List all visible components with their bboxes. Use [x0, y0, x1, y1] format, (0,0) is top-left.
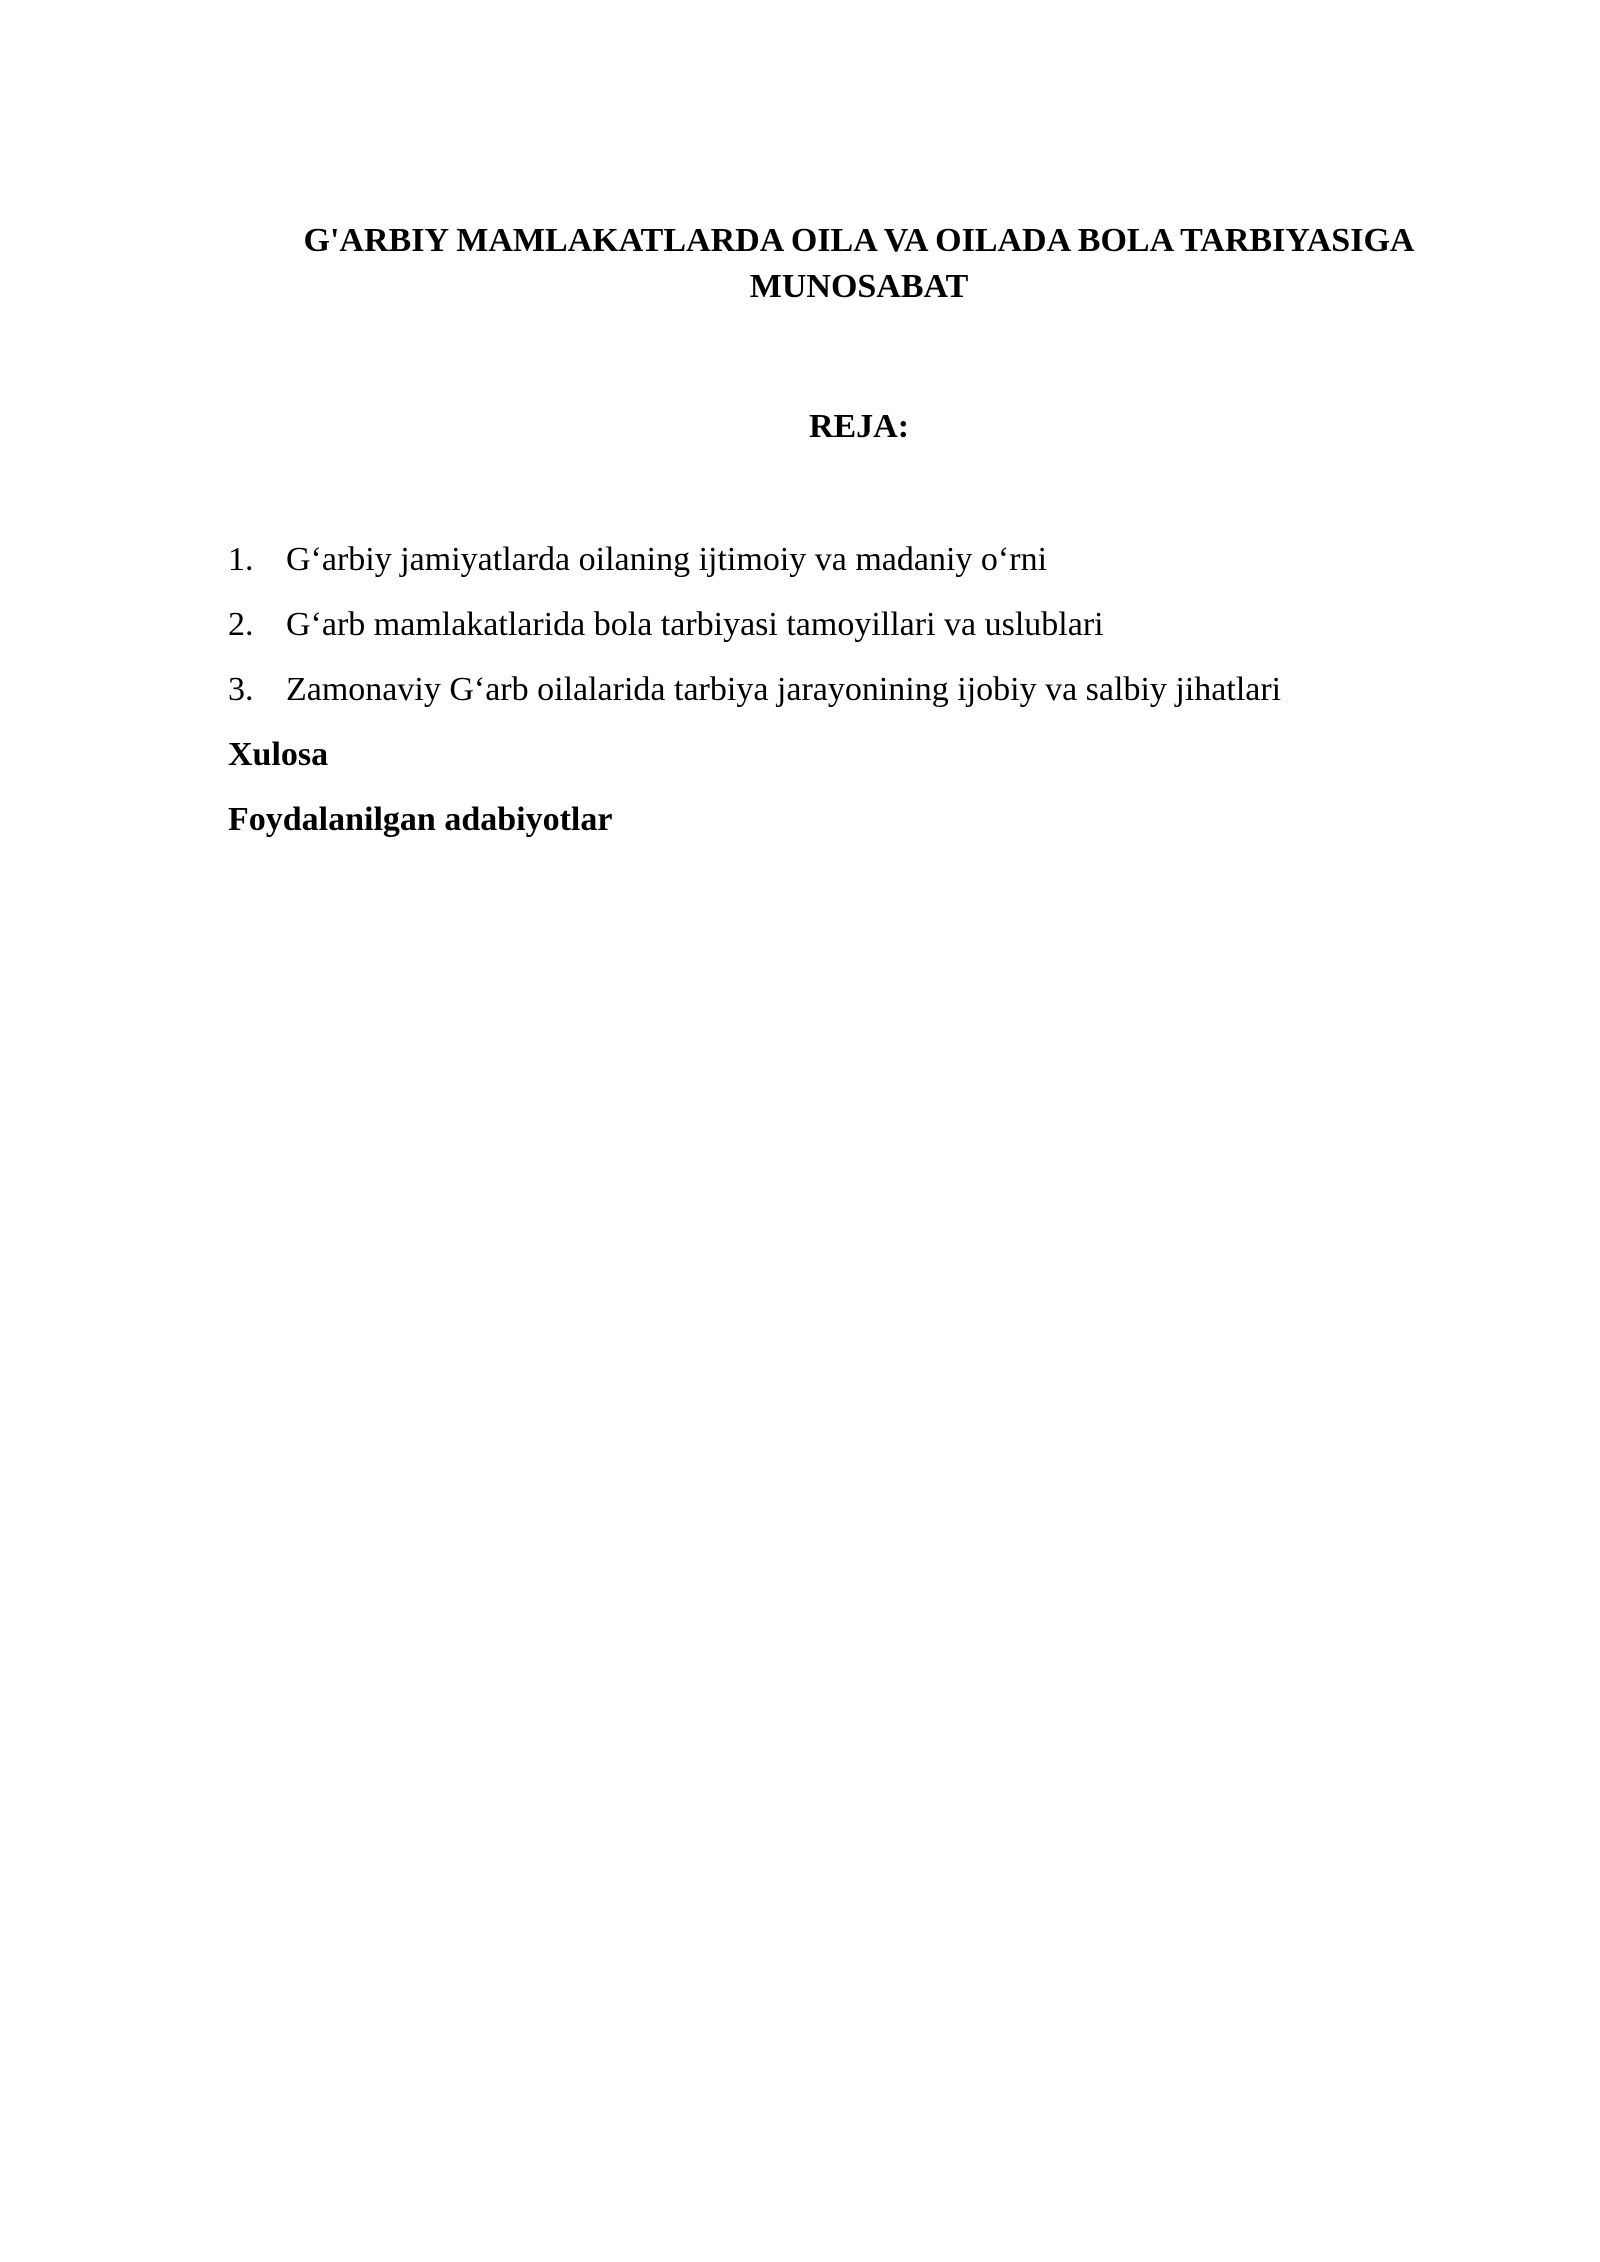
plan-item-number: 2.: [228, 606, 254, 643]
plan-heading: REJA:: [808, 408, 910, 445]
conclusion-heading: Xulosa: [228, 736, 329, 773]
plan-item-text: Zamonaviy G‘arb oilalarida tarbiya jarayonining ijobiy va salbiy jihatlari: [286, 671, 1282, 708]
document-title-line-1: G'ARBIY MAMLAKATLARDA OILA VA OILADA BOLA TARBIYASIGA: [303, 222, 1415, 259]
plan-item: [228, 602, 1490, 648]
references-heading: Foydalanilgan adabiyotlar: [228, 801, 613, 838]
closing-sections: [228, 732, 1490, 862]
document-title-line-2: MUNOSABAT: [749, 268, 969, 305]
plan-item-text: G‘arb mamlakatlarida bola tarbiyasi tamoyillari va uslublari: [286, 606, 1104, 643]
document-title: [228, 218, 1490, 310]
plan-item: [228, 537, 1490, 583]
plan-list: [228, 537, 1490, 732]
plan-item-number: 3.: [228, 671, 254, 708]
plan-item: [228, 667, 1490, 713]
plan-item-text: G‘arbiy jamiyatlarda oilaning ijtimoiy va madaniy o‘rni: [286, 541, 1048, 578]
plan-item-number: 1.: [228, 541, 254, 578]
